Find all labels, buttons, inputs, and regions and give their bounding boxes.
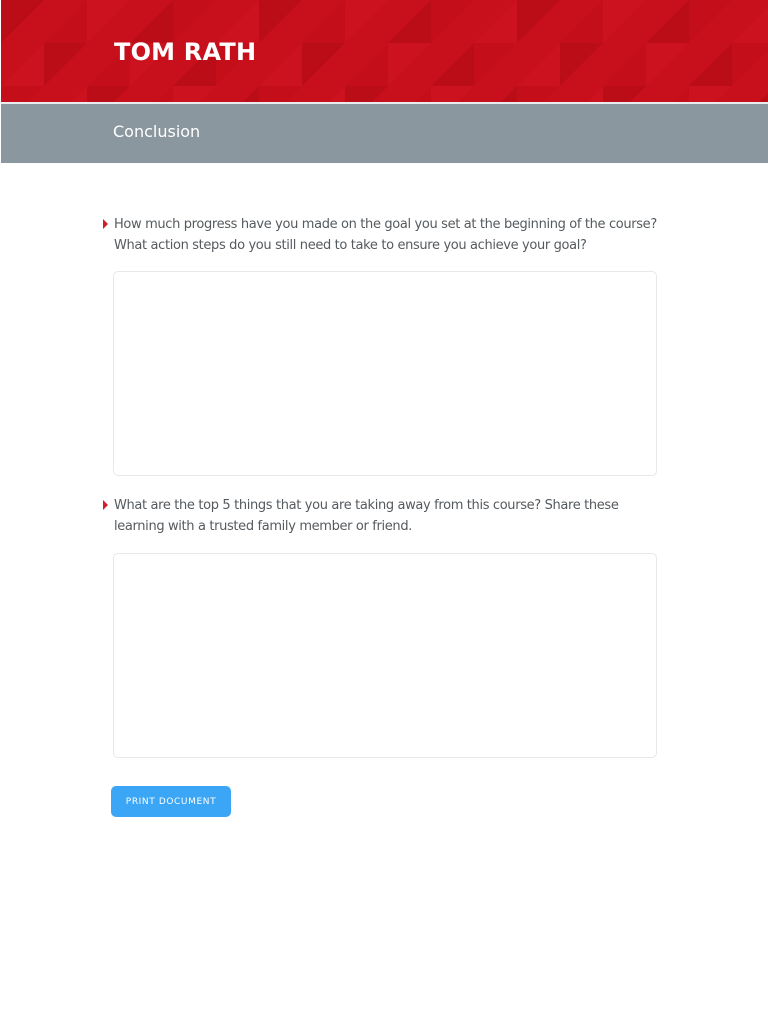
- page-title: Conclusion: [113, 122, 201, 141]
- caret-right-icon: [103, 500, 108, 510]
- header-banner: [1, 0, 768, 102]
- brand-logo[interactable]: TOM RATH: [114, 38, 257, 66]
- answer-2-field[interactable]: [113, 553, 657, 758]
- answer-1-field[interactable]: [113, 271, 657, 476]
- question-1-text: How much progress have you made on the goal you set at the beginning of the course? What action steps do you still need to take to ensure you achieve your goal?: [114, 217, 657, 253]
- question-1: [103, 214, 663, 256]
- question-2-text: What are the top 5 things that you are taking away from this course? Share these learning with a trusted family member or friend.: [114, 498, 619, 534]
- print-document-button[interactable]: PRINT DOCUMENT: [111, 786, 231, 817]
- question-2: [103, 495, 663, 537]
- caret-right-icon: [103, 219, 108, 229]
